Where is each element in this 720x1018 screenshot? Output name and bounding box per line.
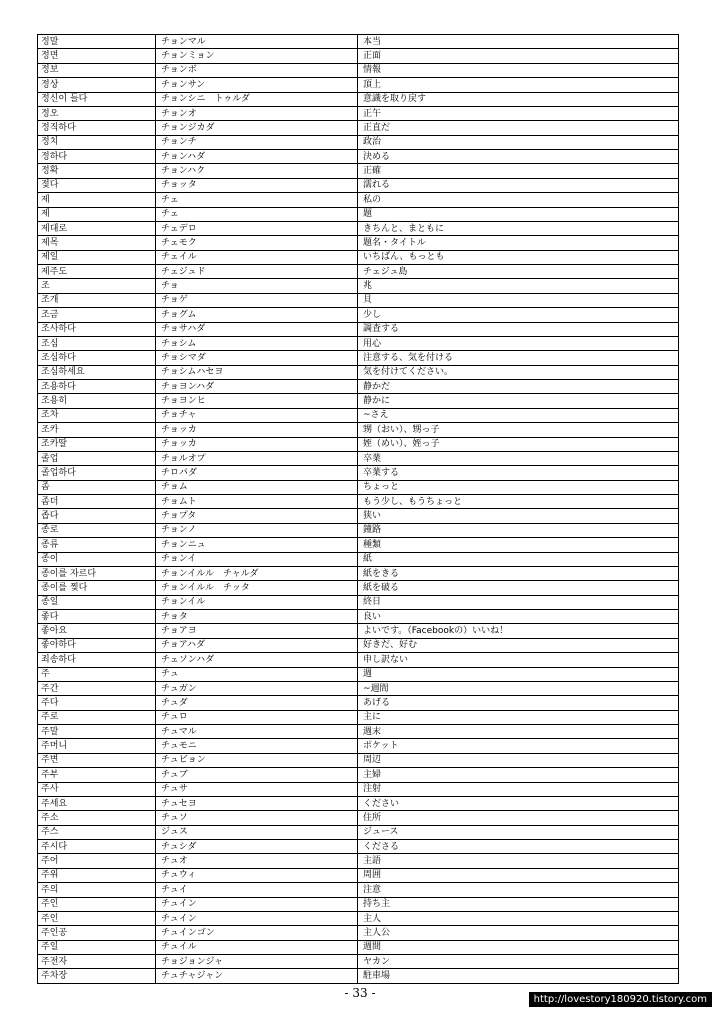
japanese-meaning-cell: 鐘路: [358, 523, 679, 537]
japanese-meaning-cell: 終日: [358, 595, 679, 609]
japanese-meaning-cell: 甥（おい）、甥っ子: [358, 423, 679, 437]
table-row: [38, 624, 679, 638]
korean-word-cell: 주사: [38, 782, 156, 796]
korean-word-cell: 조카: [38, 423, 156, 437]
korean-word-cell: 졸업: [38, 451, 156, 465]
katakana-reading-cell: チュブ: [156, 768, 358, 782]
katakana-reading-cell: チョシマダ: [156, 351, 358, 365]
japanese-meaning-cell: 正確: [358, 164, 679, 178]
korean-word-cell: 조금: [38, 308, 156, 322]
japanese-meaning-cell: 注意する、気を付ける: [358, 351, 679, 365]
korean-word-cell: 주어: [38, 854, 156, 868]
japanese-meaning-cell: 持ち主: [358, 897, 679, 911]
korean-word-cell: 조사하다: [38, 322, 156, 336]
katakana-reading-cell: チョッカ: [156, 423, 358, 437]
korean-word-cell: 주변: [38, 753, 156, 767]
japanese-meaning-cell: 周囲: [358, 868, 679, 882]
korean-word-cell: 주세요: [38, 796, 156, 810]
katakana-reading-cell: チョンイ: [156, 552, 358, 566]
table-row: [38, 840, 679, 854]
korean-word-cell: 제주도: [38, 265, 156, 279]
katakana-reading-cell: チュイン: [156, 911, 358, 925]
table-row: [38, 581, 679, 595]
japanese-meaning-cell: 主に: [358, 710, 679, 724]
katakana-reading-cell: チェ: [156, 193, 358, 207]
korean-word-cell: 제목: [38, 236, 156, 250]
table-row: [38, 710, 679, 724]
korean-word-cell: 정하다: [38, 150, 156, 164]
korean-word-cell: 죄송하다: [38, 653, 156, 667]
katakana-reading-cell: チョッカ: [156, 437, 358, 451]
japanese-meaning-cell: 情報: [358, 63, 679, 77]
korean-word-cell: 정신이 들다: [38, 92, 156, 106]
japanese-meaning-cell: 本当: [358, 35, 679, 49]
japanese-meaning-cell: 用心: [358, 336, 679, 350]
korean-word-cell: 정상: [38, 78, 156, 92]
japanese-meaning-cell: 主人公: [358, 926, 679, 940]
korean-word-cell: 주전자: [38, 955, 156, 969]
katakana-reading-cell: チョサハダ: [156, 322, 358, 336]
korean-word-cell: 좁다: [38, 509, 156, 523]
korean-word-cell: 제: [38, 193, 156, 207]
korean-word-cell: 주로: [38, 710, 156, 724]
katakana-reading-cell: チョンハク: [156, 164, 358, 178]
japanese-meaning-cell: 姪（めい）、姪っ子: [358, 437, 679, 451]
japanese-meaning-cell: 紙を破る: [358, 581, 679, 595]
katakana-reading-cell: チョシム: [156, 336, 358, 350]
katakana-reading-cell: チョヨンハダ: [156, 380, 358, 394]
katakana-reading-cell: チョタ: [156, 610, 358, 624]
table-row: [38, 221, 679, 235]
table-row: [38, 150, 679, 164]
table-row: [38, 121, 679, 135]
korean-word-cell: 주간: [38, 681, 156, 695]
table-row: [38, 523, 679, 537]
table-row: [38, 164, 679, 178]
japanese-meaning-cell: 週: [358, 667, 679, 681]
japanese-meaning-cell: くださる: [358, 840, 679, 854]
japanese-meaning-cell: ください: [358, 796, 679, 810]
katakana-reading-cell: チュビョン: [156, 753, 358, 767]
table-row: [38, 955, 679, 969]
japanese-meaning-cell: 正面: [358, 49, 679, 63]
katakana-reading-cell: チョッタ: [156, 178, 358, 192]
korean-word-cell: 제: [38, 207, 156, 221]
katakana-reading-cell: チョンニュ: [156, 538, 358, 552]
korean-word-cell: 제대로: [38, 221, 156, 235]
katakana-reading-cell: チロパダ: [156, 466, 358, 480]
japanese-meaning-cell: 調査する: [358, 322, 679, 336]
japanese-meaning-cell: 申し訳ない: [358, 653, 679, 667]
japanese-meaning-cell: 題名・タイトル: [358, 236, 679, 250]
japanese-meaning-cell: 卒業する: [358, 466, 679, 480]
japanese-meaning-cell: 狭い: [358, 509, 679, 523]
japanese-meaning-cell: 主人: [358, 911, 679, 925]
table-row: [38, 250, 679, 264]
japanese-meaning-cell: ジュース: [358, 825, 679, 839]
japanese-meaning-cell: 住所: [358, 811, 679, 825]
korean-word-cell: 주시다: [38, 840, 156, 854]
japanese-meaning-cell: 政治: [358, 135, 679, 149]
table-row: [38, 538, 679, 552]
korean-word-cell: 주인공: [38, 926, 156, 940]
korean-word-cell: 주소: [38, 811, 156, 825]
japanese-meaning-cell: 好きだ、好む: [358, 638, 679, 652]
table-row: [38, 380, 679, 394]
table-row: [38, 423, 679, 437]
korean-word-cell: 종이: [38, 552, 156, 566]
katakana-reading-cell: チョアハダ: [156, 638, 358, 652]
japanese-meaning-cell: 注意: [358, 883, 679, 897]
table-row: [38, 969, 679, 983]
korean-word-cell: 조카딸: [38, 437, 156, 451]
japanese-meaning-cell: 静かに: [358, 394, 679, 408]
korean-word-cell: 주인: [38, 897, 156, 911]
korean-word-cell: 좋아요: [38, 624, 156, 638]
katakana-reading-cell: チョンシニ トゥルダ: [156, 92, 358, 106]
korean-word-cell: 정보: [38, 63, 156, 77]
japanese-meaning-cell: ~週間: [358, 681, 679, 695]
table-row: [38, 336, 679, 350]
japanese-meaning-cell: 濡れる: [358, 178, 679, 192]
katakana-reading-cell: チュイン: [156, 897, 358, 911]
table-row: [38, 49, 679, 63]
table-row: [38, 92, 679, 106]
korean-word-cell: 종류: [38, 538, 156, 552]
japanese-meaning-cell: 周辺: [358, 753, 679, 767]
korean-word-cell: 조용히: [38, 394, 156, 408]
table-row: [38, 811, 679, 825]
table-row: [38, 63, 679, 77]
table-row: [38, 207, 679, 221]
vocabulary-table-body: [38, 35, 679, 984]
korean-word-cell: 좀더: [38, 495, 156, 509]
japanese-meaning-cell: 駐車場: [358, 969, 679, 983]
katakana-reading-cell: チョプタ: [156, 509, 358, 523]
japanese-meaning-cell: 注射: [358, 782, 679, 796]
korean-word-cell: 조심하세요: [38, 365, 156, 379]
katakana-reading-cell: チョ: [156, 279, 358, 293]
katakana-reading-cell: チョンイル: [156, 595, 358, 609]
japanese-meaning-cell: 気を付けてください。: [358, 365, 679, 379]
table-row: [38, 926, 679, 940]
korean-word-cell: 종이를 찢다: [38, 581, 156, 595]
japanese-meaning-cell: 私の: [358, 193, 679, 207]
katakana-reading-cell: チョンミョン: [156, 49, 358, 63]
katakana-reading-cell: チョシムハセヨ: [156, 365, 358, 379]
table-row: [38, 883, 679, 897]
page-number: - 33 -: [344, 986, 376, 1000]
japanese-meaning-cell: ヤカン: [358, 955, 679, 969]
katakana-reading-cell: ジュス: [156, 825, 358, 839]
katakana-reading-cell: チェソンハダ: [156, 653, 358, 667]
katakana-reading-cell: チュソ: [156, 811, 358, 825]
watermark-url: http://lovestory180920.tistory.com: [529, 992, 712, 1007]
japanese-meaning-cell: 良い: [358, 610, 679, 624]
korean-word-cell: 주: [38, 667, 156, 681]
table-row: [38, 782, 679, 796]
korean-word-cell: 조개: [38, 293, 156, 307]
katakana-reading-cell: チェジュド: [156, 265, 358, 279]
katakana-reading-cell: チュチャジャン: [156, 969, 358, 983]
japanese-meaning-cell: 少し: [358, 308, 679, 322]
katakana-reading-cell: チュイル: [156, 940, 358, 954]
table-row: [38, 193, 679, 207]
table-row: [38, 466, 679, 480]
korean-word-cell: 조심: [38, 336, 156, 350]
japanese-meaning-cell: ちょっと: [358, 480, 679, 494]
katakana-reading-cell: チュサ: [156, 782, 358, 796]
table-row: [38, 911, 679, 925]
korean-word-cell: 젖다: [38, 178, 156, 192]
korean-word-cell: 주인: [38, 911, 156, 925]
korean-word-cell: 종일: [38, 595, 156, 609]
katakana-reading-cell: チュオ: [156, 854, 358, 868]
korean-word-cell: 정직하다: [38, 121, 156, 135]
katakana-reading-cell: チョグム: [156, 308, 358, 322]
korean-word-cell: 조용하다: [38, 380, 156, 394]
table-row: [38, 768, 679, 782]
japanese-meaning-cell: 意識を取り戻す: [358, 92, 679, 106]
korean-word-cell: 졸업하다: [38, 466, 156, 480]
table-row: [38, 739, 679, 753]
table-row: [38, 78, 679, 92]
katakana-reading-cell: チュウィ: [156, 868, 358, 882]
japanese-meaning-cell: いちばん、もっとも: [358, 250, 679, 264]
katakana-reading-cell: チェ: [156, 207, 358, 221]
japanese-meaning-cell: 種類: [358, 538, 679, 552]
table-row: [38, 725, 679, 739]
japanese-meaning-cell: 正直だ: [358, 121, 679, 135]
korean-word-cell: 정오: [38, 106, 156, 120]
korean-word-cell: 주부: [38, 768, 156, 782]
table-row: [38, 322, 679, 336]
katakana-reading-cell: チュダ: [156, 696, 358, 710]
table-row: [38, 796, 679, 810]
table-row: [38, 480, 679, 494]
korean-word-cell: 주말: [38, 725, 156, 739]
table-row: [38, 365, 679, 379]
japanese-meaning-cell: あげる: [358, 696, 679, 710]
table-row: [38, 265, 679, 279]
katakana-reading-cell: チュ: [156, 667, 358, 681]
table-row: [38, 696, 679, 710]
japanese-meaning-cell: 静かだ: [358, 380, 679, 394]
japanese-meaning-cell: 卒業: [358, 451, 679, 465]
katakana-reading-cell: チェデロ: [156, 221, 358, 235]
korean-word-cell: 제일: [38, 250, 156, 264]
katakana-reading-cell: チョンノ: [156, 523, 358, 537]
katakana-reading-cell: チョンオ: [156, 106, 358, 120]
katakana-reading-cell: チョゲ: [156, 293, 358, 307]
korean-word-cell: 조: [38, 279, 156, 293]
table-row: [38, 509, 679, 523]
katakana-reading-cell: チュシダ: [156, 840, 358, 854]
katakana-reading-cell: チュロ: [156, 710, 358, 724]
katakana-reading-cell: チョンイルル チャルダ: [156, 566, 358, 580]
table-row: [38, 854, 679, 868]
table-row: [38, 653, 679, 667]
table-row: [38, 236, 679, 250]
japanese-meaning-cell: よいです。（Facebookの）いいね！: [358, 624, 679, 638]
japanese-meaning-cell: 主婦: [358, 768, 679, 782]
katakana-reading-cell: チョンサン: [156, 78, 358, 92]
table-row: [38, 35, 679, 49]
japanese-meaning-cell: 貝: [358, 293, 679, 307]
katakana-reading-cell: チュマル: [156, 725, 358, 739]
japanese-meaning-cell: 頂上: [358, 78, 679, 92]
table-row: [38, 825, 679, 839]
katakana-reading-cell: チョジョンジャ: [156, 955, 358, 969]
katakana-reading-cell: チュセヨ: [156, 796, 358, 810]
table-row: [38, 279, 679, 293]
katakana-reading-cell: チュイ: [156, 883, 358, 897]
katakana-reading-cell: チョンハダ: [156, 150, 358, 164]
korean-word-cell: 정치: [38, 135, 156, 149]
table-row: [38, 437, 679, 451]
japanese-meaning-cell: 紙をきる: [358, 566, 679, 580]
korean-word-cell: 정말: [38, 35, 156, 49]
korean-word-cell: 좋다: [38, 610, 156, 624]
korean-word-cell: 조차: [38, 408, 156, 422]
korean-word-cell: 조심하다: [38, 351, 156, 365]
katakana-reading-cell: チョルオプ: [156, 451, 358, 465]
table-row: [38, 293, 679, 307]
katakana-reading-cell: チョヨンヒ: [156, 394, 358, 408]
katakana-reading-cell: チュインゴン: [156, 926, 358, 940]
katakana-reading-cell: チョンマル: [156, 35, 358, 49]
korean-word-cell: 주의: [38, 883, 156, 897]
table-row: [38, 897, 679, 911]
japanese-meaning-cell: ポケット: [358, 739, 679, 753]
japanese-meaning-cell: ~さえ: [358, 408, 679, 422]
table-row: [38, 753, 679, 767]
katakana-reading-cell: チョンボ: [156, 63, 358, 77]
table-row: [38, 595, 679, 609]
japanese-meaning-cell: 週末: [358, 725, 679, 739]
korean-word-cell: 주스: [38, 825, 156, 839]
japanese-meaning-cell: 紙: [358, 552, 679, 566]
table-row: [38, 308, 679, 322]
table-row: [38, 868, 679, 882]
korean-word-cell: 주위: [38, 868, 156, 882]
korean-word-cell: 주다: [38, 696, 156, 710]
table-row: [38, 106, 679, 120]
katakana-reading-cell: チョムト: [156, 495, 358, 509]
table-row: [38, 610, 679, 624]
katakana-reading-cell: チョンイルル チッタ: [156, 581, 358, 595]
katakana-reading-cell: チョンチ: [156, 135, 358, 149]
japanese-meaning-cell: もう少し、もうちょっと: [358, 495, 679, 509]
katakana-reading-cell: チェモク: [156, 236, 358, 250]
japanese-meaning-cell: 題: [358, 207, 679, 221]
japanese-meaning-cell: 兆: [358, 279, 679, 293]
table-row: [38, 408, 679, 422]
katakana-reading-cell: チェイル: [156, 250, 358, 264]
japanese-meaning-cell: 週間: [358, 940, 679, 954]
katakana-reading-cell: チュモニ: [156, 739, 358, 753]
katakana-reading-cell: チョム: [156, 480, 358, 494]
japanese-meaning-cell: きちんと、まともに: [358, 221, 679, 235]
korean-word-cell: 좋아하다: [38, 638, 156, 652]
korean-word-cell: 종이를 자르다: [38, 566, 156, 580]
korean-word-cell: 좀: [38, 480, 156, 494]
table-row: [38, 178, 679, 192]
korean-word-cell: 종로: [38, 523, 156, 537]
katakana-reading-cell: チョアヨ: [156, 624, 358, 638]
katakana-reading-cell: チョチャ: [156, 408, 358, 422]
table-row: [38, 566, 679, 580]
vocabulary-table: [37, 34, 679, 984]
table-row: [38, 667, 679, 681]
japanese-meaning-cell: チェジュ島: [358, 265, 679, 279]
table-row: [38, 681, 679, 695]
korean-word-cell: 정면: [38, 49, 156, 63]
korean-word-cell: 주머니: [38, 739, 156, 753]
japanese-meaning-cell: 決める: [358, 150, 679, 164]
table-row: [38, 135, 679, 149]
korean-word-cell: 주차장: [38, 969, 156, 983]
katakana-reading-cell: チュガン: [156, 681, 358, 695]
table-row: [38, 394, 679, 408]
japanese-meaning-cell: 正午: [358, 106, 679, 120]
table-row: [38, 552, 679, 566]
table-row: [38, 638, 679, 652]
table-row: [38, 451, 679, 465]
katakana-reading-cell: チョンジカダ: [156, 121, 358, 135]
japanese-meaning-cell: 主語: [358, 854, 679, 868]
table-row: [38, 940, 679, 954]
korean-word-cell: 주일: [38, 940, 156, 954]
table-row: [38, 495, 679, 509]
table-row: [38, 351, 679, 365]
korean-word-cell: 정확: [38, 164, 156, 178]
